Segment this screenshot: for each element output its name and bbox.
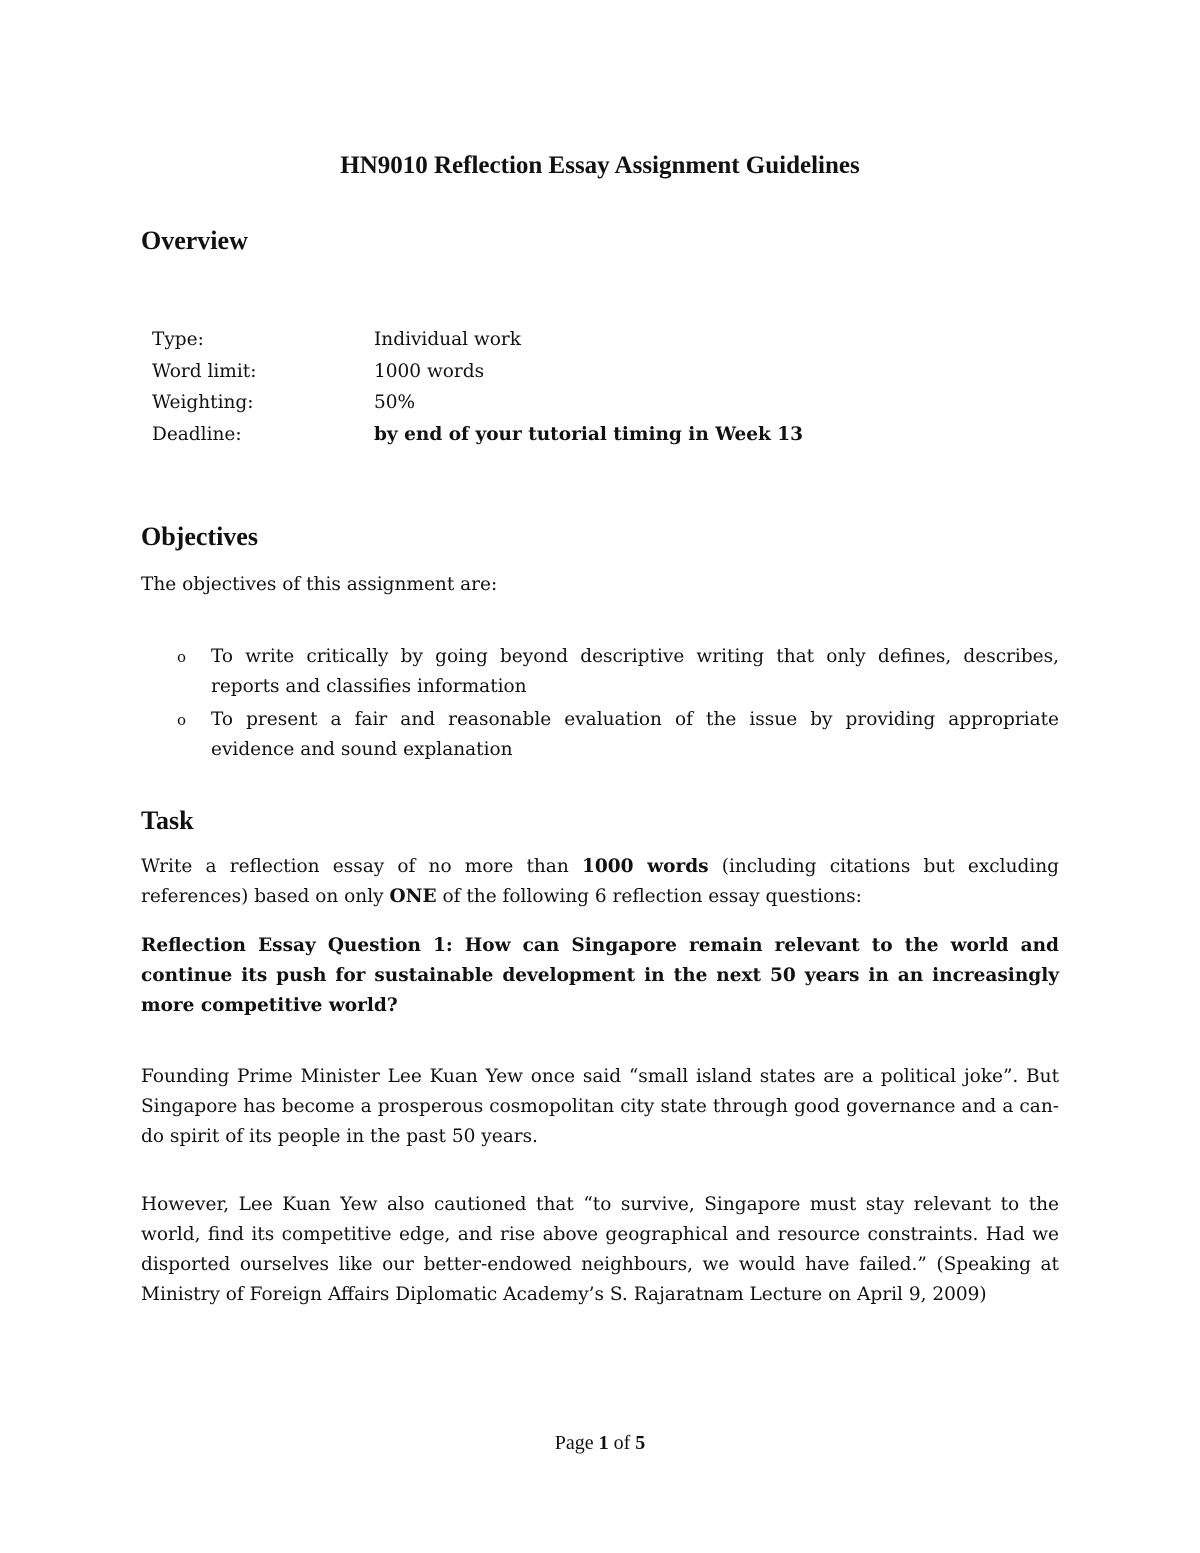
overview-row-word-limit [152, 356, 803, 388]
overview-row-weighting [152, 387, 803, 419]
paragraph-however: However, Lee Kuan Yew also cautioned that “to survive, Singapore must stay relevant to the world, find its competitive edge, and rise above geographical and resource constraints. Had we disported ourselves like our better-endowed neighbours, we would have failed.” (Speaking at Ministry of Foreign Affairs Diplomatic Academy’s S. Rajaratnam Lecture on April 9, 2009) [141, 1194, 1059, 1305]
task-heading: Task [141, 806, 194, 835]
task-one-emphasis: ONE [389, 886, 437, 907]
objectives-heading: Objectives [141, 522, 258, 551]
overview-row-deadline [152, 419, 803, 451]
of-word: of [613, 1432, 631, 1454]
task-word-limit: 1000 words [581, 856, 709, 877]
objectives-intro: The objectives of this assignment are: [141, 574, 498, 595]
overview-value: 1000 words [374, 360, 485, 382]
bullet-marker: o [177, 648, 187, 666]
overview-label: Type: [152, 329, 204, 350]
overview-value: 50% [374, 392, 416, 413]
list-item [141, 705, 1059, 765]
task-text: Write a reflection essay of no more than [141, 856, 582, 877]
overview-value: Individual work [374, 329, 521, 350]
overview-heading: Overview [141, 226, 248, 255]
essay-question: Reflection Essay Question 1: How can Singapore remain relevant to the world and continue its push for sustainable development in the next 50 years in an increasingly more competitive world? [141, 935, 1059, 1016]
overview-label: Word limit: [152, 360, 257, 382]
task-paragraph [141, 852, 1059, 912]
objectives-list [141, 642, 1059, 768]
overview-label: Weighting: [152, 392, 254, 413]
paragraph-founding: Founding Prime Minister Lee Kuan Yew once said “small island states are a political joke”. But Singapore has become a prosperous cosmopolitan city state through good governance and a can-do spirit of its people in the past 50 years. [141, 1066, 1059, 1147]
bullet-marker: o [177, 711, 187, 729]
overview-table [152, 324, 803, 450]
current-page-number: 1 [598, 1432, 609, 1454]
task-text: (including citations but excluding references) based on only [141, 856, 1060, 907]
overview-label: Deadline: [152, 423, 242, 445]
list-item [141, 642, 1059, 702]
page-word: Page [554, 1432, 594, 1454]
total-pages-number: 5 [635, 1432, 646, 1454]
page-footer [0, 1432, 1200, 1455]
task-text: of the following 6 reflection essay questions: [436, 886, 862, 907]
overview-row-type [152, 324, 803, 356]
objective-text: To write critically by going beyond descriptive writing that only defines, describes, reports and classifies information [211, 646, 1059, 697]
overview-value-deadline: by end of your tutorial timing in Week 13 [374, 423, 804, 445]
document-title: HN9010 Reflection Essay Assignment Guidelines [340, 152, 860, 179]
objective-text: To present a fair and reasonable evaluation of the issue by providing appropriate evidence and sound explanation [211, 709, 1059, 760]
